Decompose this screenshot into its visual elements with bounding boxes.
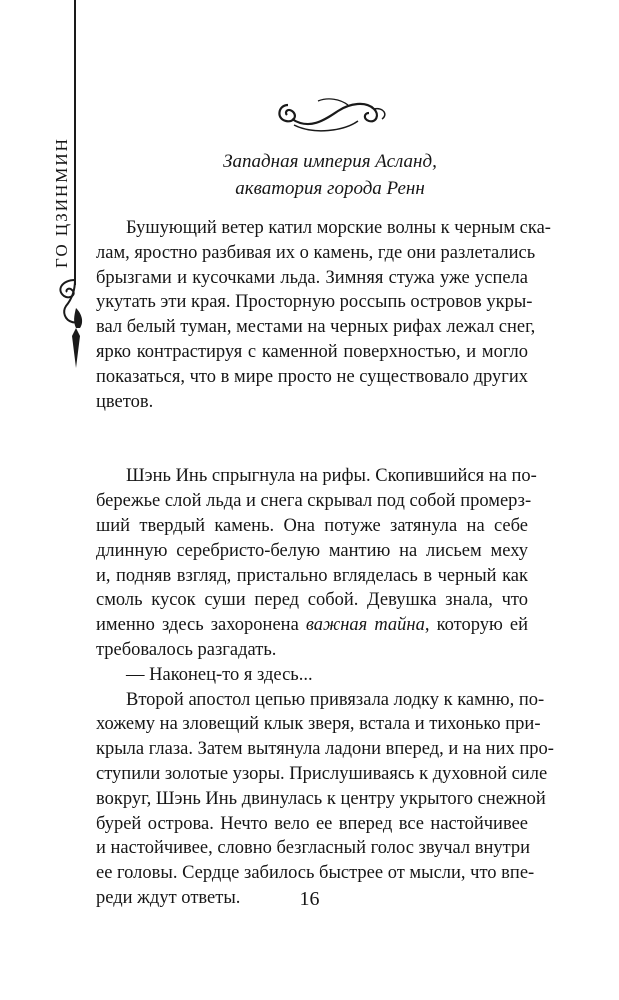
subtitle-line: акватория города Ренн (235, 178, 425, 199)
paragraph (96, 464, 537, 662)
text-line (96, 613, 528, 638)
text-line: цветов. (96, 391, 154, 412)
text-line: крыла глаза. Затем вытянула ладони вперед, и на них про- (96, 739, 554, 760)
chapter-location-subtitle (130, 148, 530, 202)
text-line: ее головы. Сердце забилось быстрее от мысли, что впе- (96, 863, 535, 884)
subtitle-line: Западная империя Асланд, (223, 151, 437, 172)
text-line: укутать эти края. Просторную россыпь островов укры- (96, 292, 533, 313)
text-line: и настойчивее, словно безгласный голос звучал внутри (96, 838, 531, 859)
text-line: брызгами и кусочками льда. Зимняя стужа уже успела (96, 267, 528, 288)
paragraph (96, 663, 528, 688)
section-break (96, 439, 528, 464)
body-text (96, 216, 554, 911)
text-line: и, подняв взгляд, пристально вгляделась в черный как (96, 565, 528, 586)
margin-rule (74, 0, 76, 285)
pendant-ornament-icon (52, 278, 98, 370)
running-header-author: ГО ЦЗИНМИН (52, 137, 71, 268)
text-line: Шэнь Инь спрыгнула на рифы. Скопившийся на по- (126, 466, 537, 487)
text-line: ярко контрастируя с каменной поверхностью, и могло (96, 341, 528, 362)
emphasis-text: важная тайна (305, 615, 425, 636)
text-line: ступили золотые узоры. Прислушиваясь к духовной силе (96, 763, 548, 784)
text-line: Второй апостол цепью привязала лодку к камню, по- (126, 689, 545, 710)
text-line: вокруг, Шэнь Инь двинулась к центру укрытого снежной (96, 788, 546, 809)
dialogue-line: — Наконец-то я здесь... (126, 664, 313, 685)
text-line: Бушующий ветер катил морские волны к черным ска- (126, 218, 551, 238)
text-line: ший твердый камень. Она потуже затянула на себе (96, 515, 528, 536)
text-line: требовалось разгадать. (96, 639, 277, 660)
text-line: реди ждут ответы. (96, 887, 241, 908)
text-run: , которую ей (424, 615, 529, 636)
text-line: вал белый туман, местами на черных рифах лежал снег, (96, 317, 536, 338)
text-line: бережье слой льда и снега скрывал под собой промерз- (96, 491, 532, 512)
text-line: бурей острова. Нечто вело ее вперед все настойчивее (96, 813, 528, 834)
text-run: именно здесь захоронена (96, 615, 306, 636)
page-number: 16 (299, 888, 320, 910)
text-line: длинную серебристо-белую мантию на лисьем меху (96, 540, 528, 561)
text-line: показаться, что в мире просто не существовало других (96, 366, 528, 387)
flourish-ornament-icon (274, 95, 390, 133)
text-line: смоль кусок суши перед собой. Девушка знала, что (96, 590, 528, 611)
paragraph (96, 688, 554, 911)
section-break (96, 414, 528, 439)
paragraph (96, 216, 551, 414)
text-line: лам, яростно разбивая их о камень, где они разлетались (96, 242, 536, 263)
text-line: хожему на зловещий клык зверя, встала и тихонько при- (96, 714, 541, 735)
